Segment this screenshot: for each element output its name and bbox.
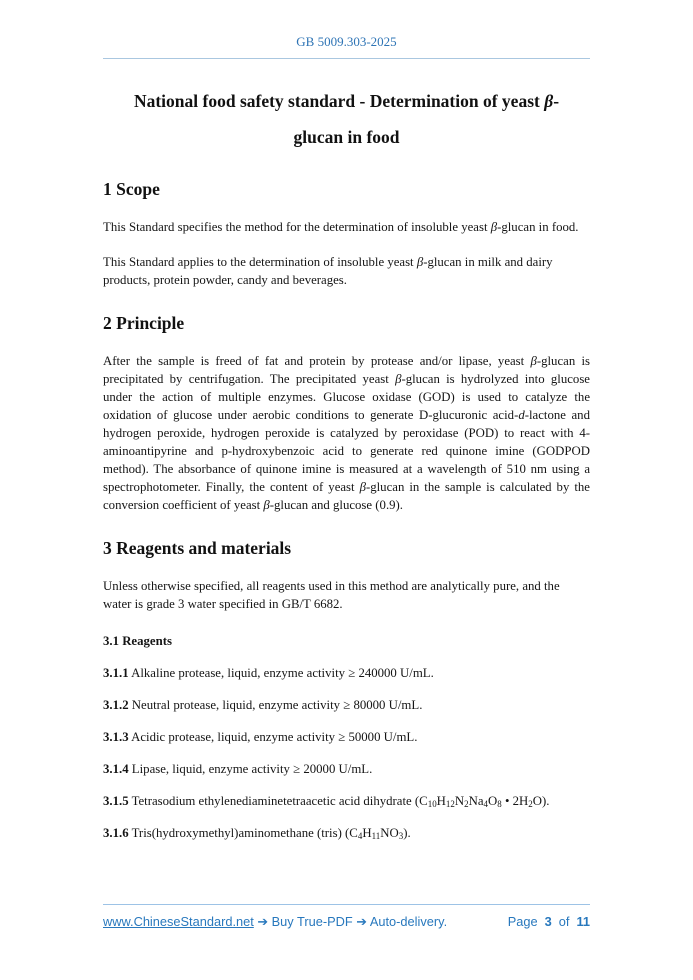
reagent-item-text: Neutral protease, liquid, enzyme activity ≥ 80000 U/mL. [131, 698, 423, 712]
reagent-item-text: Lipase, liquid, enzyme activity ≥ 20000 U/mL. [131, 762, 373, 776]
reagent-item-text: Acidic protease, liquid, enzyme activity ≥ 50000 U/mL. [131, 730, 418, 744]
reagent-item-number: 3.1.5 [103, 794, 129, 808]
reagent-item [103, 728, 590, 746]
reagent-item [103, 760, 590, 778]
reagent-item-number: 3.1.6 [103, 826, 129, 840]
reagent-item-number: 3.1.1 [103, 666, 129, 680]
footer-page-number: 3 [544, 914, 552, 929]
scope-paragraph-1: This Standard specifies the method for the determination of insoluble yeast β-glucan in food. [103, 220, 579, 234]
footer-page-label: Page [507, 914, 538, 929]
reagents-intro-paragraph: Unless otherwise specified, all reagents used in this method are analytically pure, and the water is grade 3 water specified in GB/T 6682. [103, 579, 560, 611]
footer-of-label: of [558, 914, 570, 929]
section-heading-reagents: 3 Reagents and materials [103, 538, 292, 558]
reagent-item-text: Tetrasodium ethylenediaminetetraacetic acid dihydrate ($C_{10}H_{12}N_2Na_4O_8$ • $2H_2O$). [131, 794, 550, 810]
footer-source [103, 913, 447, 930]
footer-page-indicator [508, 913, 590, 930]
reagent-item-number: 3.1.4 [103, 762, 129, 776]
section-heading-scope: 1 Scope [103, 179, 160, 199]
section-heading-principle: 2 Principle [103, 313, 185, 333]
principle-paragraph: After the sample is freed of fat and protein by protease and/or lipase, yeast β-glucan is precipitated by centrifugation. The precipitated yeast β-glucan is hydrolyzed into glucose under the action of multiple enzymes. Glucose oxidase (GOD) is used to catalyze the oxidation of glucose under aerobic conditions to generate D-glucuronic acid-d-lactone and hydrogen peroxide, hydrogen peroxide is catalyzed by peroxidase (POD) to react with 4-aminoantipyrine and p-hydroxybenzoic acid to generate red quinone imine (GODPOD method). The absorbance of quinone imine is measured at a wavelength of 510 nm using a spectrophotometer. Finally, the content of yeast β-glucan in the sample is calculated by the conversion coefficient of yeast β-glucan and glucose (0.9). [103, 354, 590, 512]
scope-paragraph-2: This Standard applies to the determination of insoluble yeast β-glucan in milk and dairy products, protein powder, candy and beverages. [103, 255, 553, 287]
header-divider [103, 58, 590, 59]
section-reagents [103, 536, 590, 842]
section-principle [103, 311, 590, 514]
page-footer [103, 904, 590, 930]
reagent-item-text: Tris(hydroxymethyl)aminomethane (tris) $(C_4H_{11}NO_3)$. [131, 826, 411, 842]
subheading-reagents: 3.1 Reagents [103, 634, 172, 648]
doc-number: GB 5009.303-2025 [296, 34, 397, 49]
page-header [103, 33, 590, 59]
reagent-item [103, 664, 590, 682]
reagent-item-number: 3.1.3 [103, 730, 129, 744]
reagent-item-text: Alkaline protease, liquid, enzyme activity ≥ 240000 U/mL. [131, 666, 434, 680]
section-scope [103, 177, 590, 289]
document-title: National food safety standard - Determination of yeast β- glucan in food [133, 91, 560, 147]
footer-tagline: ➔ Buy True-PDF ➔ Auto-delivery. [253, 914, 448, 929]
reagent-item [103, 792, 590, 810]
footer-divider [103, 904, 590, 905]
reagent-item-number: 3.1.2 [103, 698, 129, 712]
reagent-item [103, 824, 590, 842]
footer-page-total: 11 [576, 914, 590, 929]
reagent-item [103, 696, 590, 714]
footer-website-link[interactable]: www.ChineseStandard.net [103, 914, 254, 929]
